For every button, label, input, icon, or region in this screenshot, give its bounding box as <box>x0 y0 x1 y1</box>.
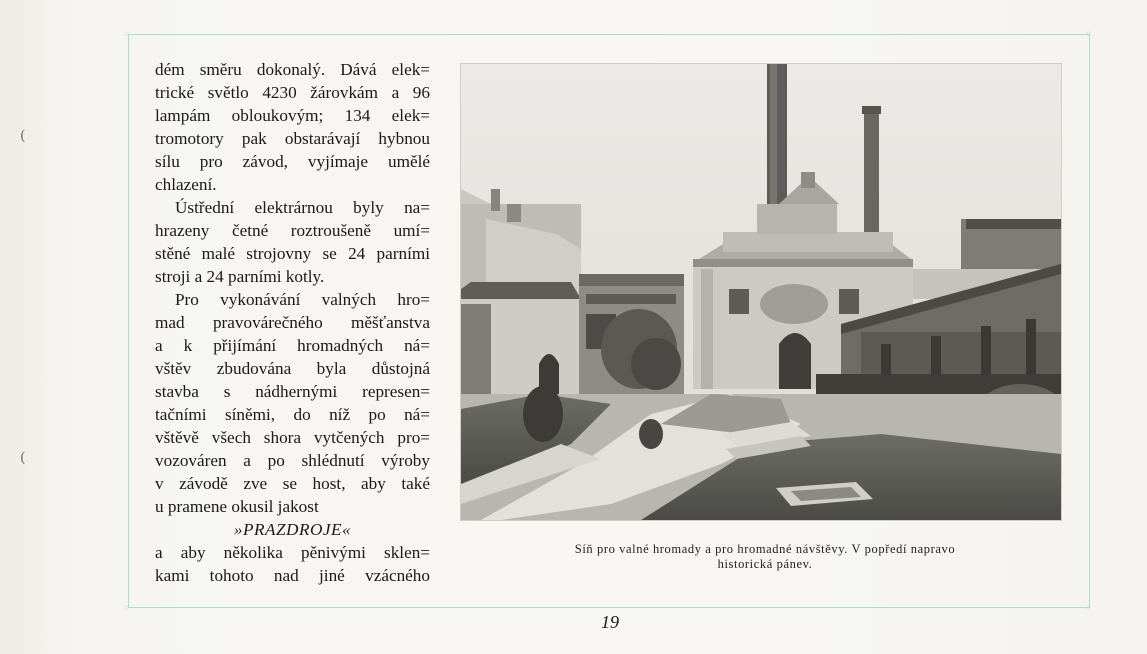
border-ornament-icon: ◦ <box>123 27 131 41</box>
caption-line: Síň pro valné hromady a pro hromadné návštěvy. V popředí napravo <box>574 542 956 556</box>
photograph-of-hall-with-chimneys-icon <box>461 64 1061 520</box>
text-line: chlazení. <box>155 175 217 194</box>
text-line: vozováren a po shlédnutí výroby <box>155 451 430 470</box>
text-line: tromotory pak obstarávají hybnou <box>155 129 430 148</box>
text-line: a k přijímání hromadných ná= <box>155 336 430 355</box>
text-line: u pramene okusil jakost <box>155 497 319 516</box>
border-ornament-icon: ◦ <box>1085 27 1093 41</box>
border-ornament-icon: ◦ <box>123 601 131 615</box>
text-line: v závodě zve se host, aby také <box>155 474 430 493</box>
body-text-column <box>155 58 430 587</box>
page-number: 19 <box>601 612 619 632</box>
text-line: stroji a 24 parními kotly. <box>155 267 325 286</box>
text-line: vštěv zbudována byla důstojná <box>155 359 430 378</box>
caption-line: historická pánev. <box>717 557 813 571</box>
punch-hole-mark: ( <box>20 450 26 466</box>
text-line: trické světlo 4230 žárovkám a 96 <box>155 83 430 102</box>
text-line: hrazeny četné roztroušeně umí= <box>155 221 430 240</box>
text-line: Pro vykonávání valných hro= <box>175 290 430 309</box>
text-line: dém směru dokonalý. Dává elek= <box>155 60 430 79</box>
hall-photograph <box>461 64 1061 520</box>
photo-caption <box>490 542 1040 572</box>
text-line: tačními síněmi, do níž po ná= <box>155 405 430 424</box>
text-line: kami tohoto nad jiné vzácného <box>155 566 430 585</box>
text-line: stěné malé strojovny se 24 parními <box>155 244 430 263</box>
text-line: stavba s nádhernými represen= <box>155 382 430 401</box>
text-line: sílu pro závod, vyjímaje umělé <box>155 152 430 171</box>
text-line: vštěvě všech shora vytčených pro= <box>155 428 430 447</box>
text-line: mad pravovárečného měšťanstva <box>155 313 430 332</box>
punch-hole-mark: ( <box>20 128 26 144</box>
text-line: Ústřední elektrárnou byly na= <box>175 198 430 217</box>
text-line: lampám obloukovým; 134 elek= <box>155 106 430 125</box>
brand-name-line: »PRAZDROJE« <box>233 520 352 539</box>
border-ornament-icon: ◦ <box>1085 601 1093 615</box>
text-line: a aby několika pěnivými sklen= <box>155 543 430 562</box>
